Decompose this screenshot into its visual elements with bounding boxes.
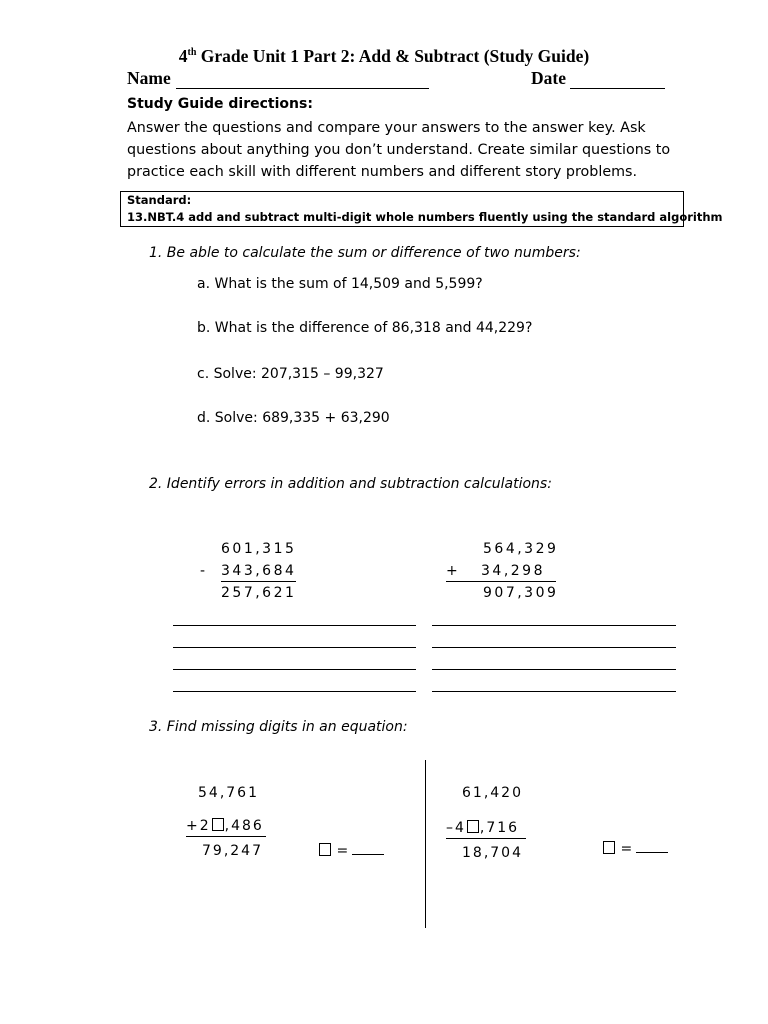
missing-left-equals: = [336, 843, 349, 859]
missing-right-answer[interactable] [602, 841, 668, 857]
name-field[interactable] [176, 88, 429, 89]
question-2: 2. Identify errors in addition and subtraction calculations: [149, 476, 552, 492]
missing-right-bottom-suffix: ,716 [479, 820, 520, 836]
missing-left-answer[interactable] [318, 843, 384, 859]
error-problem-right-result: 907,309 [483, 585, 559, 601]
error-problem-left-bottom: 343,684 [221, 563, 297, 579]
error-problem-right-top: 564,329 [483, 541, 559, 557]
answer-line-right-4[interactable] [432, 691, 676, 692]
missing-digit-box-icon [467, 820, 479, 833]
question-1: 1. Be able to calculate the sum or difference of two numbers: [149, 245, 581, 261]
missing-digit-box-icon [319, 843, 331, 856]
date-field[interactable] [570, 88, 665, 89]
answer-line-right-3[interactable] [432, 669, 676, 670]
missing-right-bottom-prefix: –4 [446, 820, 466, 836]
question-1d: d. Solve: 689,335 + 63,290 [197, 410, 390, 426]
error-problem-right-bottom: 34,298 [481, 563, 545, 579]
error-problem-right-operator: + [446, 563, 458, 579]
answer-line-left-3[interactable] [173, 669, 416, 670]
title-prefix: 4 [178, 46, 188, 66]
answer-line-right-1[interactable] [432, 625, 676, 626]
vertical-divider [425, 760, 426, 928]
page-title [0, 46, 768, 67]
error-problem-left-operator: - [200, 563, 206, 579]
question-1c: c. Solve: 207,315 – 99,327 [197, 366, 384, 382]
question-3: 3. Find missing digits in an equation: [149, 719, 408, 735]
answer-line-left-2[interactable] [173, 647, 416, 648]
missing-left-answer-line[interactable] [352, 854, 384, 855]
error-problem-left-top: 601,315 [221, 541, 297, 557]
standard-label: Standard: [127, 193, 192, 207]
missing-right-top: 61,420 [462, 785, 523, 801]
missing-digit-box-icon [212, 818, 224, 831]
question-1a: a. What is the sum of 14,509 and 5,599? [197, 276, 483, 292]
missing-left-bottom-prefix: +2 [186, 818, 211, 834]
missing-digit-box-icon [603, 841, 615, 854]
missing-left-top: 54,761 [198, 785, 259, 801]
directions-text: Answer the questions and compare your answers to the answer key. Ask questions about anything you don’t understand. Create similar questions to practice each skill with different numbers and different story problems. [127, 120, 671, 180]
missing-left-bottom [186, 818, 264, 834]
missing-right-bottom [446, 820, 519, 836]
title-superscript: th [187, 47, 197, 59]
missing-right-rule [446, 838, 526, 839]
missing-right-equals: = [620, 841, 633, 857]
answer-line-left-1[interactable] [173, 625, 416, 626]
title-rest: Grade Unit 1 Part 2: Add & Subtract (Study Guide) [196, 46, 590, 66]
directions-heading: Study Guide directions: [127, 96, 313, 112]
error-problem-left-result: 257,621 [221, 585, 297, 601]
error-problem-right-rule [446, 581, 556, 582]
missing-left-result: 79,247 [202, 843, 263, 859]
answer-line-right-2[interactable] [432, 647, 676, 648]
question-1b: b. What is the difference of 86,318 and 44,229? [197, 320, 533, 336]
missing-right-answer-line[interactable] [636, 852, 668, 853]
standard-text: 13.NBT.4 add and subtract multi-digit whole numbers fluently using the standard algorithm [127, 210, 723, 224]
missing-left-rule [186, 836, 266, 837]
missing-right-result: 18,704 [462, 845, 523, 861]
missing-left-bottom-suffix: ,486 [224, 818, 264, 834]
name-label: Name [127, 68, 171, 88]
answer-line-left-4[interactable] [173, 691, 416, 692]
error-problem-left-rule [221, 581, 296, 582]
date-label: Date [531, 68, 566, 88]
